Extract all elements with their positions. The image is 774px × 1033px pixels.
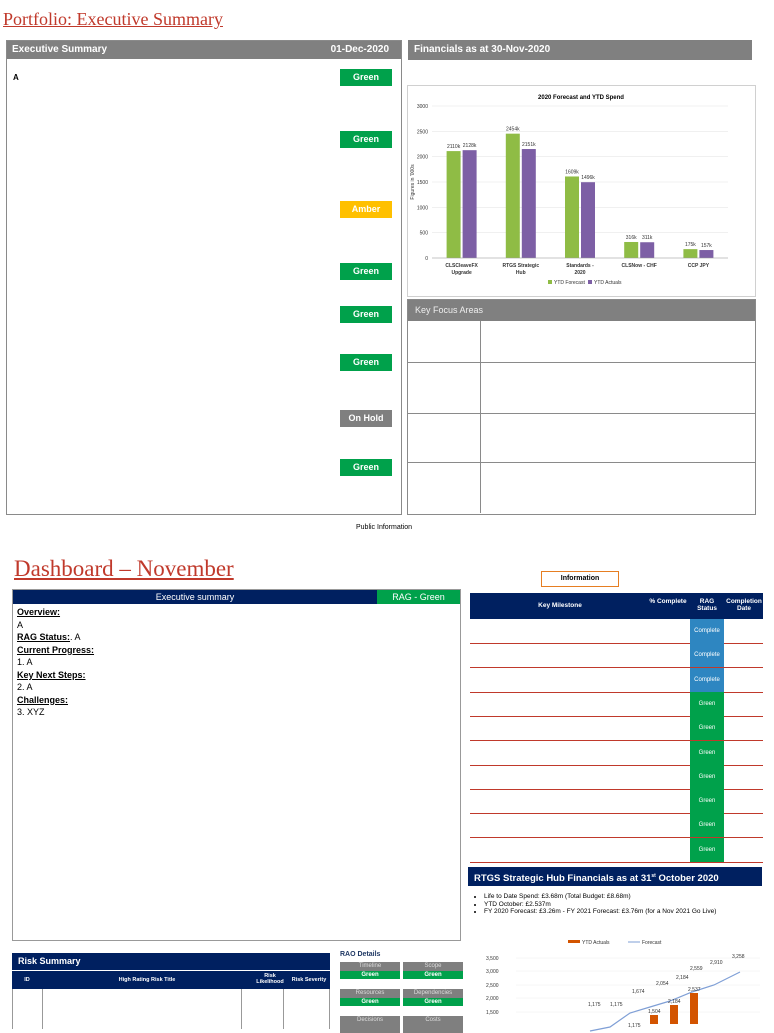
actuals-bar bbox=[650, 1015, 658, 1024]
y-tick-label: 1500 bbox=[416, 180, 428, 186]
milestone-rag-cell: Complete bbox=[690, 643, 724, 667]
challenges-label: Challenges: bbox=[17, 694, 69, 705]
risk-col-likelihood: Risk Likelihood bbox=[256, 973, 284, 985]
milestone-rag-cell: Complete bbox=[690, 668, 724, 692]
bar-data-label: 2454k bbox=[505, 126, 520, 133]
rag-status-line bbox=[17, 631, 94, 644]
actuals-data-label: 1,175 bbox=[628, 1023, 641, 1029]
rag-status-badge: Green bbox=[340, 354, 392, 371]
actuals-bar bbox=[670, 1005, 678, 1024]
y-tick-label: 2,500 bbox=[486, 983, 499, 989]
bar-forecast bbox=[447, 151, 461, 258]
y-tick-label: 3,000 bbox=[486, 969, 499, 975]
rag-status-label: RAG Status: bbox=[17, 632, 71, 642]
rao-item-dependencies bbox=[403, 989, 463, 1006]
rag-status-badge: Green bbox=[340, 69, 392, 86]
y-tick-label: 2,000 bbox=[486, 996, 499, 1002]
legend-swatch-actual bbox=[588, 280, 592, 284]
forecast-data-label: 1,674 bbox=[632, 989, 645, 995]
footer-classification: Public Information bbox=[355, 524, 413, 531]
exec-summary-box bbox=[12, 589, 461, 941]
hub-financials-header: RTGS Strategic Hub Financials as at 31st October 2020 bbox=[468, 867, 762, 886]
y-tick-label: 1,500 bbox=[486, 1010, 499, 1016]
rao-label: Timeline bbox=[358, 963, 382, 969]
forecast-data-label: 1,175 bbox=[610, 1002, 623, 1008]
milestone-rag-cell: Complete bbox=[690, 619, 724, 643]
legend-swatch-forecast bbox=[548, 280, 552, 284]
key-focus-row-line bbox=[408, 413, 755, 414]
legend-label: YTD Actuals bbox=[594, 280, 622, 286]
x-tick-label: CLSNow - CHF bbox=[621, 263, 657, 269]
overview-label: Overview: bbox=[17, 607, 61, 617]
milestone-row bbox=[470, 838, 763, 863]
information-button[interactable]: Information bbox=[541, 571, 619, 587]
legend-label: YTD Forecast bbox=[554, 280, 585, 286]
executive-summary-header bbox=[7, 41, 401, 59]
milestone-row bbox=[470, 765, 763, 790]
milestone-header bbox=[470, 593, 763, 619]
forecast-data-label: 2,559 bbox=[690, 966, 703, 972]
progress-value: 1. A bbox=[17, 657, 33, 667]
actuals-data-label: 2,184 bbox=[668, 999, 681, 1005]
rao-item-scope bbox=[403, 962, 463, 979]
rao-header: RAO Details bbox=[340, 951, 381, 958]
key-focus-areas-panel bbox=[407, 299, 756, 515]
rao-item-costs bbox=[403, 1016, 463, 1033]
forecast-data-label: 2,910 bbox=[710, 960, 723, 966]
exec-summary-header: Executive summary bbox=[13, 590, 377, 604]
risk-summary-header: Risk Summary bbox=[12, 953, 330, 970]
forecast-data-label: 1,175 bbox=[588, 1002, 601, 1008]
rao-value: Green bbox=[340, 998, 400, 1006]
bar-data-label: 2151k bbox=[521, 142, 536, 149]
milestone-row bbox=[470, 692, 763, 717]
milestone-row bbox=[470, 789, 763, 814]
milestone-rag-cell: Green bbox=[690, 692, 724, 716]
x-tick-label: Standards - bbox=[566, 263, 594, 269]
challenges-value: 3. XYZ bbox=[17, 707, 45, 717]
y-tick-label: 0 bbox=[425, 256, 428, 262]
milestone-col-date: Completion Date bbox=[726, 598, 762, 612]
bar-forecast bbox=[683, 249, 697, 258]
rao-value: Green bbox=[340, 971, 400, 979]
y-tick-label: 2500 bbox=[416, 129, 428, 136]
y-tick-label: 3000 bbox=[416, 104, 428, 110]
rag-status-badge: On Hold bbox=[340, 410, 392, 427]
milestone-col-rag: RAG Status bbox=[697, 598, 717, 612]
bar-data-label: 175k bbox=[684, 242, 696, 249]
rag-status-badge: Green bbox=[340, 306, 392, 323]
y-tick-label: 2000 bbox=[416, 154, 428, 161]
rao-label: Costs bbox=[425, 1017, 441, 1023]
key-focus-areas-header: Key Focus Areas bbox=[408, 300, 755, 321]
milestone-col-percent: % Complete bbox=[649, 598, 687, 605]
hub-bullet: • FY 2020 Forecast: £3.26m - FY 2021 Forecast: £3.76m (for a Nov 2021 Go Live) bbox=[484, 908, 774, 916]
bar-forecast bbox=[506, 134, 520, 258]
bar-data-label: 157k bbox=[700, 243, 712, 250]
financials-chart bbox=[407, 85, 756, 297]
bar-actual bbox=[522, 149, 536, 258]
financials-header: Financials as at 30-Nov-2020 bbox=[408, 40, 752, 60]
x-tick-label: CCP JPY bbox=[687, 263, 710, 269]
rao-label: Decisions bbox=[356, 1017, 383, 1023]
rag-status-badge: Green bbox=[340, 263, 392, 280]
legend-label: YTD Actuals bbox=[582, 940, 610, 946]
y-tick-label: 500 bbox=[419, 230, 428, 237]
next-steps-value: 2. A bbox=[17, 682, 33, 692]
risk-table-body bbox=[12, 989, 330, 1029]
bar-data-label: 2110k bbox=[446, 144, 461, 151]
key-focus-divider bbox=[480, 321, 481, 513]
chart-title: 2020 Forecast and YTD Spend bbox=[538, 95, 624, 101]
bar-actual bbox=[699, 250, 713, 258]
milestone-rag-cell: Green bbox=[690, 741, 724, 765]
legend-swatch-actuals bbox=[568, 940, 580, 943]
x-tick-label: Hub bbox=[515, 270, 526, 276]
bar-forecast bbox=[624, 242, 638, 258]
milestone-col-title: Key Milestone bbox=[538, 602, 582, 609]
exec-summary-content bbox=[17, 606, 94, 719]
hub-financials-bullets bbox=[472, 893, 774, 916]
rao-item-timeline bbox=[340, 962, 400, 979]
rao-label: Dependencies bbox=[413, 990, 453, 996]
overview-value: A bbox=[17, 619, 24, 630]
risk-columns bbox=[12, 971, 330, 989]
executive-summary-title: Executive Summary bbox=[12, 44, 108, 55]
milestone-rag-cell: Green bbox=[690, 765, 724, 789]
x-tick-label: RTGS Strategic bbox=[502, 263, 540, 269]
bar-actual bbox=[640, 242, 654, 258]
bar-data-label: 2128k bbox=[462, 143, 477, 150]
actuals-bar bbox=[690, 993, 698, 1024]
rao-label: Scope bbox=[424, 963, 442, 969]
bar-actual bbox=[581, 182, 595, 258]
risk-col-severity: Risk Severity bbox=[291, 977, 327, 983]
rao-item-resources bbox=[340, 989, 400, 1006]
forecast-data-label: 3,258 bbox=[732, 954, 745, 960]
milestone-rag-cell: Green bbox=[690, 813, 724, 837]
hub-spend-chart bbox=[470, 935, 764, 1029]
hub-bullet: • YTD October: £2.537m bbox=[484, 901, 774, 909]
y-tick-label: 1000 bbox=[416, 205, 428, 212]
bar-data-label: 1609k bbox=[565, 169, 579, 176]
rag-status-badge: Amber bbox=[340, 201, 392, 218]
bar-actual bbox=[463, 150, 477, 258]
y-axis-label: Figures in '000s bbox=[410, 164, 416, 200]
dashboard-title: Dashboard – November bbox=[14, 556, 234, 581]
milestone-row bbox=[470, 741, 763, 766]
forecast-data-label: 2,184 bbox=[676, 975, 689, 981]
hub-bullet: • Life to Date Spend: £3.68m (Total Budget: £8.68m) bbox=[484, 893, 774, 901]
milestone-rag-cell: Green bbox=[690, 838, 724, 862]
milestone-row bbox=[470, 813, 763, 838]
milestone-rag-cell: Green bbox=[690, 789, 724, 813]
page-title: Portfolio: Executive Summary bbox=[3, 9, 223, 29]
rao-value: Green bbox=[403, 998, 463, 1006]
executive-summary-date: 01-Dec-2020 bbox=[330, 44, 389, 55]
rag-status-badge: Green bbox=[340, 131, 392, 148]
actuals-data-label: 2,537 bbox=[688, 987, 701, 993]
risk-col-title: High Rating Risk Title bbox=[118, 977, 176, 983]
bar-data-label: 316k bbox=[625, 234, 637, 241]
rag-badge: RAG - Green bbox=[377, 590, 460, 604]
key-focus-row-line bbox=[408, 362, 755, 363]
rag-status-value: . A bbox=[70, 632, 81, 642]
rao-value: Green bbox=[403, 971, 463, 979]
x-tick-label: 2020 bbox=[574, 270, 586, 276]
milestone-rag-cell: Green bbox=[690, 716, 724, 740]
milestone-row bbox=[470, 643, 763, 668]
risk-col-id: ID bbox=[24, 977, 30, 983]
executive-summary-body: A bbox=[13, 73, 19, 82]
milestone-row bbox=[470, 668, 763, 693]
x-tick-label: CLSCleaveFX bbox=[445, 263, 478, 269]
rag-status-badge: Green bbox=[340, 459, 392, 476]
bar-data-label: 1496k bbox=[581, 175, 595, 182]
spend-bar-chart bbox=[408, 86, 755, 296]
next-steps-label: Key Next Steps: bbox=[17, 669, 86, 680]
forecast-data-label: 2,054 bbox=[656, 981, 669, 987]
progress-label: Current Progress: bbox=[17, 644, 95, 655]
milestone-row bbox=[470, 619, 763, 644]
actuals-data-label: 1,504 bbox=[648, 1009, 661, 1015]
y-tick-label: 3,500 bbox=[486, 956, 499, 962]
key-focus-row-line bbox=[408, 462, 755, 463]
milestone-row bbox=[470, 716, 763, 741]
legend-label: Forecast bbox=[642, 940, 662, 946]
x-tick-label: Upgrade bbox=[451, 270, 472, 276]
rao-label: Resources bbox=[355, 990, 385, 996]
bar-data-label: 311k bbox=[641, 235, 653, 242]
rao-item-decisions bbox=[340, 1016, 400, 1033]
bar-forecast bbox=[565, 176, 579, 258]
